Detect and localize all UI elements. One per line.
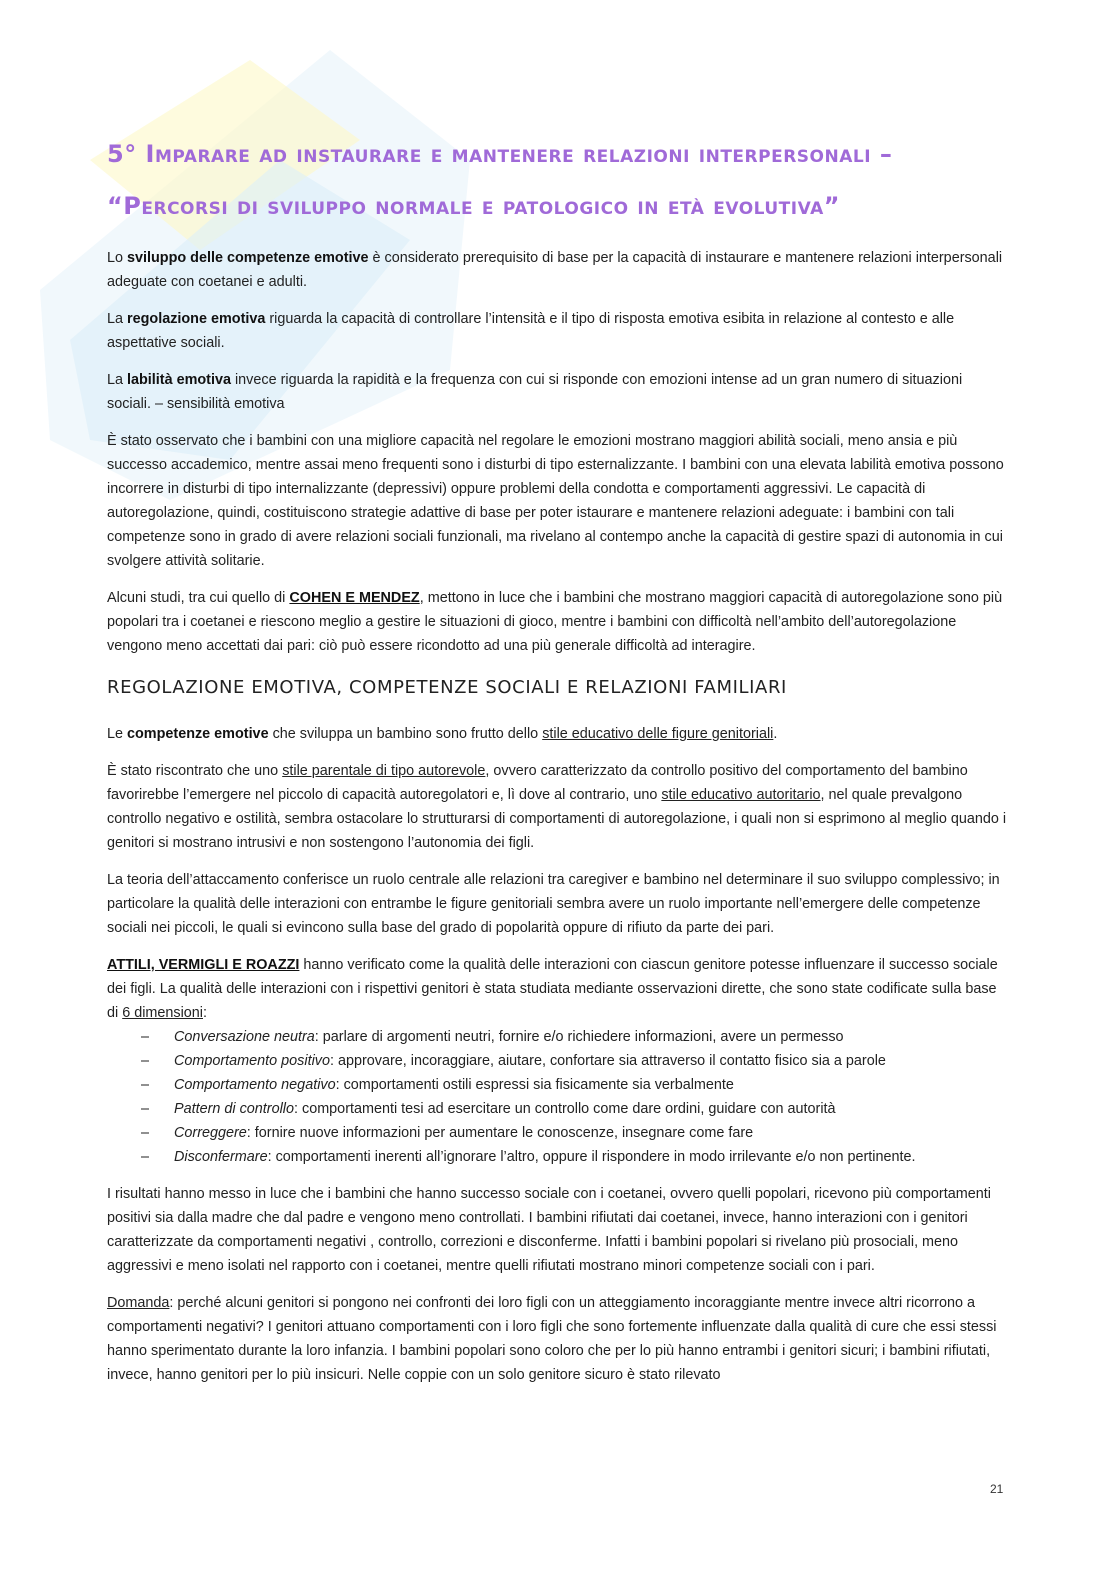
p7-underlined-2: stile educativo autoritario [661,787,821,803]
dimension-desc: : comportamenti ostili espressi sia fisicamente sia verbalmente [335,1077,734,1093]
dimension-desc: : fornire nuove informazioni per aumentare le conoscenze, insegnare come fare [246,1125,754,1141]
p3-text-a: La [107,372,128,388]
paragraph-7 [107,759,1007,855]
p5-text-c: , mettono in luce che i bambini che mostrano maggiori capacità di autoregolazione sono più popolari tra i coetanei e riescono meglio a gestire le situazioni di gioco, mentre i bambini con difficoltà nell’ambito dell’autoregolazione vengono meno accettati dai pari: ciò può essere ricondotto ad una più generale difficoltà ad interagire. [107,590,1003,654]
dimension-term: Pattern di controllo [174,1101,294,1117]
paragraph-4: È stato osservato che i bambini con una migliore capacità nel regolare le emozioni mostrano maggiori abilità sociali, meno ansia e più successo accademico, mentre assai meno frequenti sono i disturbi di tipo esternalizzante. I bambini con una elevata labilità emotiva possono incorrere in disturbi di tipo internalizzante (depressivi) oppure problemi della condotta e comportamenti aggressivi. Le capacità di autoregolazione, quindi, costituiscono strategie adattive di base per poter istaurare e mantenere relazioni adeguate: i bambini con tali competenze sono in grado di avere relazioni sociali funzionali, ma rivelano al contempo anche la capacità di gestire spazi di autonomia in cui svolgere attività solitarie. [107,433,1004,569]
dimension-term: Conversazione neutra [174,1029,315,1045]
paragraph-2 [107,307,1007,355]
dimension-term: Disconfermare [174,1149,268,1165]
p6-bold: competenze emotive [127,726,269,742]
paragraph-3 [107,368,1007,416]
p2-text-c: riguarda la capacità di controllare l’intensità e il tipo di risposta emotiva esibita in relazione al contesto e alle aspettative sociali. [107,311,955,351]
list-item [107,1073,1007,1097]
p6-text-c: che sviluppa un bambino sono frutto dello [268,726,543,742]
p3-bold: labilità emotiva [127,372,231,388]
section-heading: REGOLAZIONE EMOTIVA, COMPETENZE SOCIALI E RELAZIONI FAMILIARI [107,677,787,698]
paragraph-11 [107,1291,1007,1387]
dimensions-list [107,1025,1007,1169]
p7-text-c: , ovvero caratterizzato da controllo positivo del comportamento del bambino favorirebbe l’emergere nel piccolo di capacità autoregolatori e, lì dove al contrario, uno [107,763,968,803]
dimension-term: Comportamento negativo [174,1077,336,1093]
p9-bold-underlined: ATTILI, VERMIGLI E ROAZZI [107,957,300,973]
p1-text-c: è considerato prerequisito di base per la capacità di instaurare e mantenere relazioni interpersonali adeguate con coetanei e adulti. [107,250,1003,290]
p1-text-a: Lo [107,250,128,266]
dimension-term: Comportamento positivo [174,1053,330,1069]
p6-underlined: stile educativo delle figure genitoriali [542,726,774,742]
list-item [107,1049,1007,1073]
paragraph-8: La teoria dell’attaccamento conferisce un ruolo centrale alle relazioni tra caregiver e bambino nel determinare il suo sviluppo complessivo; in particolare la qualità delle interazioni con entrambe le figure genitoriali sembra avere un ruolo importante nell’emergere delle competenze sociali nei piccoli, le quali si evincono sulla base del grado di popolarità oppure di rifiuto da parte dei pari. [107,872,1000,936]
list-item [107,1145,1007,1169]
dimension-desc: : approvare, incoraggiare, aiutare, confortare sia attraverso il contatto fisico sia a parole [329,1053,886,1069]
dash-bullet: – [141,1053,150,1069]
p11-underlined: Domanda [107,1295,170,1311]
list-item [107,1097,1007,1121]
paragraph-6 [107,722,1007,746]
dash-bullet: – [141,1077,150,1093]
page-title: 5° Imparare ad instaurare e mantenere relazioni interpersonali – “Percorsi di sviluppo normale e patologico in età evolutiva” [107,140,893,220]
p5-text-a: Alcuni studi, tra cui quello di [107,590,290,606]
p2-bold: regolazione emotiva [127,311,266,327]
page-number: 21 [990,1482,1004,1496]
p9-text-d: : [203,1005,207,1021]
dash-bullet: – [141,1149,150,1165]
dimension-desc: : comportamenti inerenti all’ignorare l’altro, oppure il rispondere in modo irrilevante e/o non pertinente. [267,1149,916,1165]
p9-text-b: hanno verificato come la qualità delle interazioni con ciascun genitore potesse influenzare il successo sociale dei figli. La qualità delle interazioni con i rispettivi genitori è stata studiata mediante osservazioni dirette, che sono state codificate sulla base di [107,957,998,1021]
p1-bold: sviluppo delle competenze emotive [127,250,369,266]
paragraph-9 [107,953,1007,1025]
list-item [107,1121,1007,1145]
paragraph-10: I risultati hanno messo in luce che i bambini che hanno successo sociale con i coetanei, ovvero quelli popolari, ricevono più comportamenti positivi sia dalla madre che dal padre e vengono meno controllati. I bambini rifiutati dai coetanei, invece, hanno interazioni con i genitori caratterizzate da comportamenti negativi , controllo, correzioni e disconferme. Infatti i bambini popolari si rivelano più prosociali, meno aggressivi e meno isolati nel rapporto con i coetanei, mentre quelli rifiutati mostrano minori competenze sociali con i pari. [107,1186,991,1274]
p6-text-e: . [773,726,778,742]
dash-bullet: – [141,1029,150,1045]
dash-bullet: – [141,1125,150,1141]
paragraph-5 [107,586,1007,658]
dash-bullet: – [141,1101,150,1117]
dimension-desc: : comportamenti tesi ad esercitare un controllo come dare ordini, guidare con autorità [294,1101,836,1117]
p7-text-a: È stato riscontrato che uno [107,763,283,779]
paragraph-1 [107,246,1007,294]
p11-text-b: : perché alcuni genitori si pongono nei confronti dei loro figli con un atteggiamento incoraggiante mentre invece altri ricorrono a comportamenti negativi? I genitori attuano comportamenti con i loro figli che sono fortemente influenzate dalla qualità di cure che essi stessi hanno sperimentato durante la loro infanzia. I bambini popolari sono coloro che per lo più hanno entrambi i genitori sicuri; i bambini rifiutati, invece, hanno genitori per lo più insicuri. Nelle coppie con un solo genitore sicuro è stato rilevato [107,1295,997,1383]
p9-underlined: 6 dimensioni [122,1005,203,1021]
page-content [107,128,1007,1400]
p3-text-c: invece riguarda la rapidità e la frequenza con cui si risponde con emozioni intense ad un gran numero di situazioni sociali. – sensibilità emotiva [107,372,963,412]
p7-text-e: , nel quale prevalgono controllo negativo e ostilità, sembra ostacolare lo strutturarsi di comportamenti di autoregolazione, i quali non si esprimono al meglio quando i genitori si mostrano intrusivi e non sostengono l’autonomia dei figli. [107,787,1007,851]
p5-bold-underlined: COHEN E MENDEZ [289,590,420,606]
p2-text-a: La [107,311,128,327]
p7-underlined-1: stile parentale di tipo autorevole [282,763,486,779]
list-item [107,1025,1007,1049]
p6-text-a: Le [107,726,128,742]
dimension-desc: : parlare di argomenti neutri, fornire e/o richiedere informazioni, avere un permesso [314,1029,844,1045]
dimension-term: Correggere [174,1125,247,1141]
